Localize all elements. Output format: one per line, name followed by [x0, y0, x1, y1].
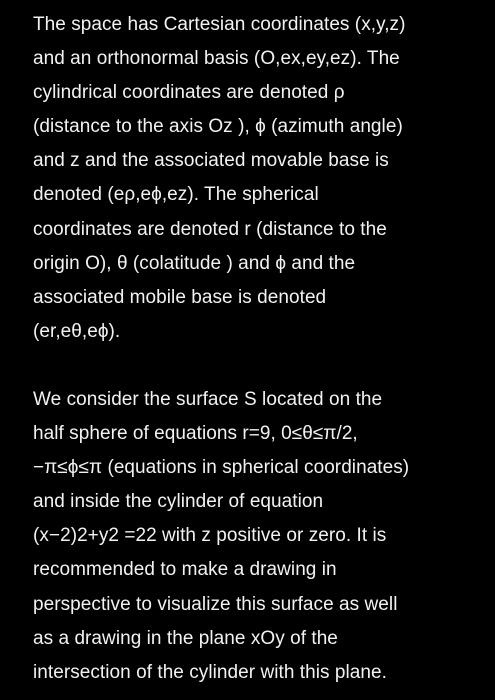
coordinate-systems-paragraph: The space has Cartesian coordinates (x,y,z) and an orthonormal basis (O,ex,ey,ez). The cylindrical coordinates are denoted ρ (distance to the axis Oz ), ϕ (azimuth angle) and z and the associated movable base is denoted (eρ,eϕ,ez). The spherical coordinates are denoted r (distance to the origin O), θ (colatitude ) and ϕ and the associated mobile base is denoted (er,eθ,eϕ). — [33, 14, 406, 342]
surface-description-paragraph: We consider the surface S located on the half sphere of equations r=9, 0≤θ≤π/2, −π≤ϕ≤π (equations in spherical coordinates) and inside the cylinder of equation (x−2)2+y2 =22 with z positive or zero. It is recommended to make a drawing in perspective to visualize this surface as well as a drawing in the plane xOy of the intersection of the cylinder with this plane. — [33, 388, 410, 683]
